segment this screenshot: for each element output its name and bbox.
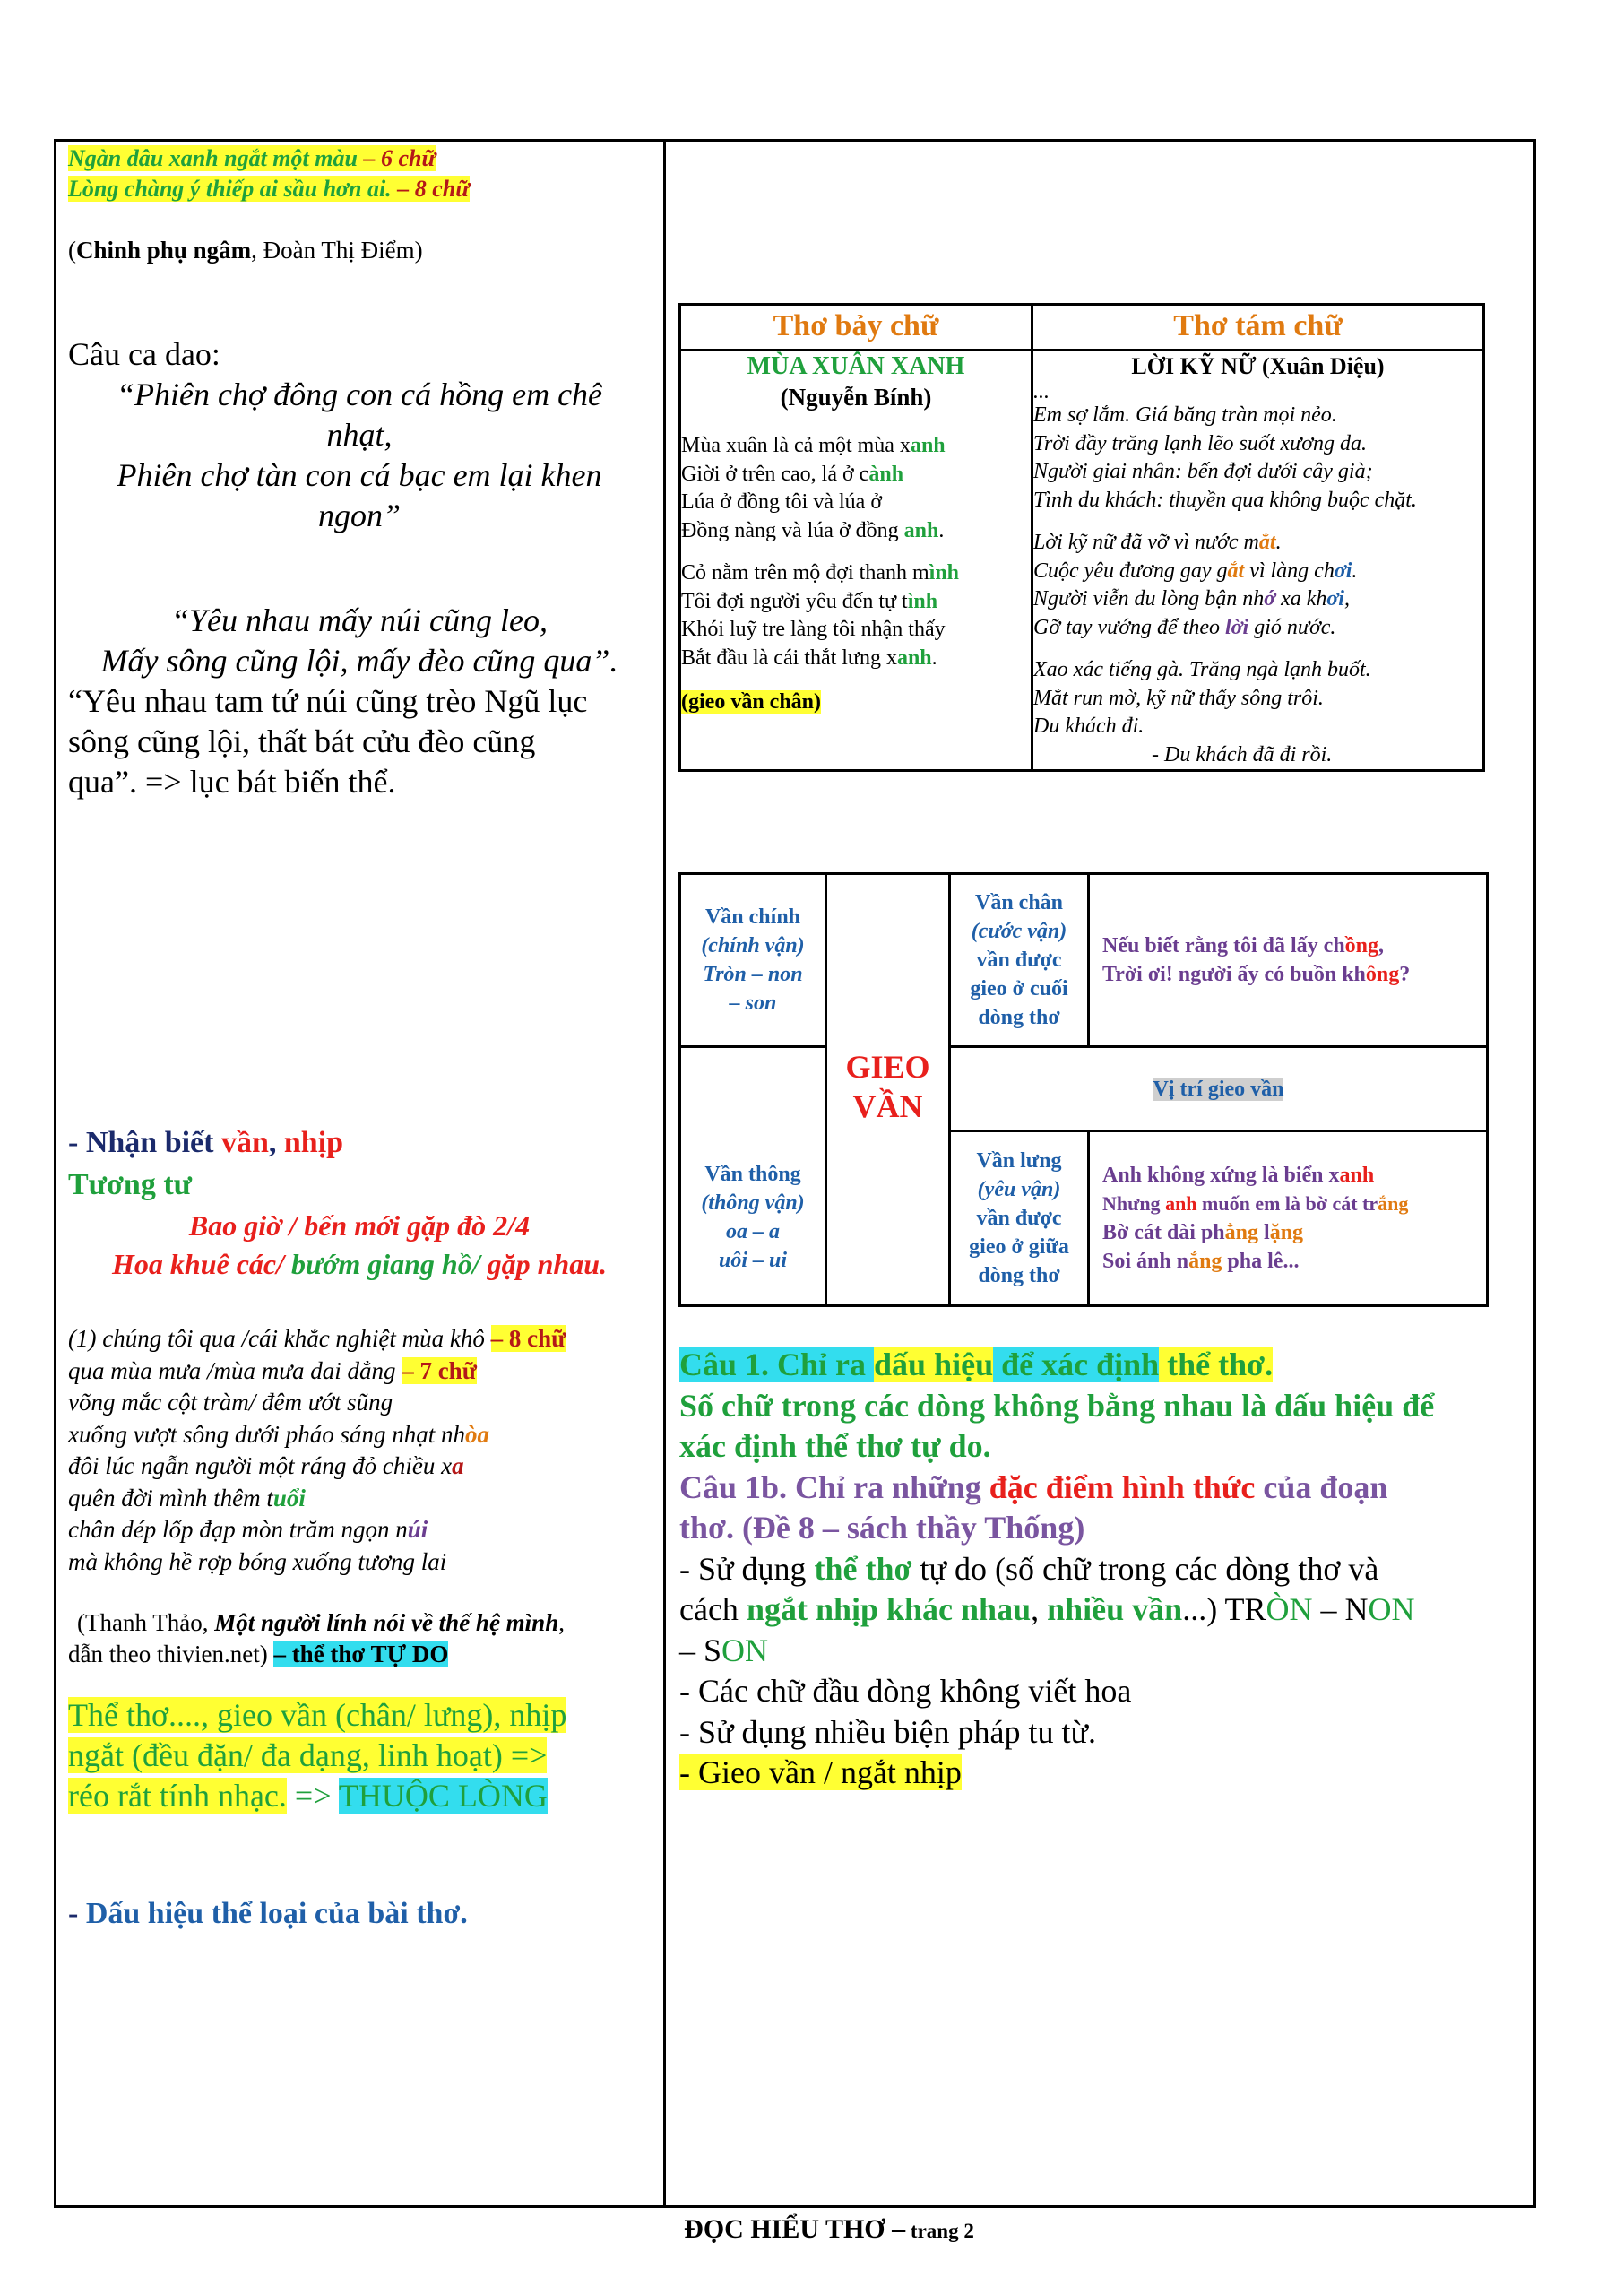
tu-do-source-1: (Thanh Thảo, Một người lính nói về thế hệ mình, bbox=[77, 1609, 565, 1636]
tuong-tu-title: Tương tư bbox=[68, 1168, 193, 1201]
page-footer: ĐỌC HIỂU THƠ – trang 2 bbox=[684, 2214, 974, 2244]
summary-box: Thể thơ...., gieo vần (chân/ lưng), nhịp ngắt (đều đặn/ đa dạng, linh hoạt) => réo rắt tính nhạc. => THUỘC LÒNG bbox=[68, 1697, 567, 1814]
tuong-tu-line-1: Bao giờ / bến mới gặp đò 2/4 bbox=[188, 1209, 531, 1242]
nhan-biet-heading: - Nhận biết vần, nhịp bbox=[68, 1126, 344, 1159]
van-chan-example: Nếu biết rằng tôi đã lấy chồng, Trời ơi! người ấy có buồn không? bbox=[1089, 874, 1488, 1047]
tuong-tu-line-2: Hoa khuê các/ bướm giang hồ/ gặp nhau. bbox=[112, 1248, 607, 1280]
ca-dao-1: “Phiên chợ đông con cá hồng em chê nhạt, Phiên chợ tàn con cá bạc em lại khen ngon” bbox=[116, 377, 603, 533]
column-divider bbox=[663, 139, 666, 2208]
ca-dao-2: “Yêu nhau mấy núi cũng leo, Mấy sông cũng lội, mấy đèo cũng qua”. bbox=[100, 602, 618, 679]
chinh-phu-line-1: Ngàn dâu xanh ngắt một màu – 6 chữ bbox=[68, 145, 436, 171]
van-lung-example: Anh không xứng là biển xanh Nhưng anh muốn em là bờ cát trắng Bờ cát dài phẳng lặng Soi ánh nắng pha lê... bbox=[1089, 1131, 1488, 1306]
poem-compare-table bbox=[678, 303, 1485, 772]
question-answer-block: Câu 1. Chỉ ra dấu hiệu để xác định thể thơ. Số chữ trong các dòng không bằng nhau là dấu hiệu để xác định thể thơ tự do. Câu 1b. Chỉ ra những đặc điểm hình thức của đoạn thơ. (Đề 8 – sách thầy Thống) - Sử dụng thể thơ tự do (số chữ trong các dòng thơ và cách ngắt nhịp khác nhau, nhiều vần...) TRÒN – NON – SON - Các chữ đầu dòng không viết hoa - Sử dụng nhiều biện pháp tu từ. - Gieo vần / ngắt nhịp bbox=[679, 1345, 1522, 1794]
poem-loi-ky-nu: LỜI KỸ NỮ (Xuân Diệu) ... Em sợ lắm. Giá băng tràn mọi nẻo. Trời đầy trăng lạnh lẽo suốt xương da. Người giai nhân: bến đợi dưới cây già; Tình du khách: thuyền qua không buộc chặt. Lời kỹ nữ đã vỡ vì nước mắt. Cuộc yêu đương gay gắt vì làng chơi. Người viễn du lòng bận nhớ xa khơi, Gỡ tay vướng để theo lời gió nước. Xao xác tiếng gà. Trăng ngà lạnh buốt. Mắt run mờ, kỹ nữ thấy sông trôi. Du khách đi. - Du khách đã đi rồi. bbox=[1032, 351, 1484, 771]
question-1: Câu 1. Chỉ ra dấu hiệu để xác định thể thơ. bbox=[679, 1347, 1274, 1382]
ca-dao-label: Câu ca dao: bbox=[68, 336, 220, 372]
poem-mua-xuan-xanh: MÙA XUÂN XANH (Nguyễn Bính) Mùa xuân là cả một mùa xanh Giời ở trên cao, lá ở cành Lúa ở đồng tôi và lúa ở Đồng nàng và lúa ở đồng anh. Cỏ nằm trên mộ đợi thanh mình Tôi đợi người yêu đến tự tình Khói luỹ tre làng tôi nhận thấy Bắt đầu là cái thắt lưng xanh. (gieo vần chân) bbox=[680, 351, 1032, 771]
empty-bottom-center bbox=[826, 1131, 950, 1306]
gieo-van-center: GIEO VẦN bbox=[826, 1047, 950, 1131]
van-chan-cell: Vần chân (cước vận) vần được gieo ở cuối dòng thơ bbox=[950, 874, 1089, 1047]
header-seven-syllable: Thơ bảy chữ bbox=[680, 305, 1032, 351]
ca-dao-3: “Yêu nhau tam tứ núi cũng trèo Ngũ lục sông cũng lội, thất bát cửu đèo cũng qua”. => lục bát biến thể. bbox=[68, 683, 588, 800]
chinh-phu-source: (Chinh phụ ngâm, Đoàn Thị Điểm) bbox=[68, 237, 423, 264]
rhyme-position-table bbox=[678, 872, 1489, 1307]
van-thong-cell: Vần thông (thông vận) oa – a uôi – ui bbox=[680, 1131, 826, 1306]
empty-mid-left bbox=[680, 1047, 826, 1131]
chinh-phu-line-2: Lòng chàng ý thiếp ai sầu hơn ai. – 8 chữ bbox=[68, 176, 470, 202]
question-1b: Câu 1b. Chỉ ra những đặc điểm hình thức của đoạn bbox=[679, 1468, 1388, 1505]
vi-tri-gieo-van-cell: Vị trí gieo vần bbox=[950, 1047, 1488, 1131]
van-chinh-cell: Vần chính (chính vận) Tròn – non – son bbox=[680, 874, 826, 1047]
empty-top-center bbox=[826, 874, 950, 1047]
tu-do-poem: (1) chúng tôi qua /cái khắc nghiệt mùa khô – 8 chữ qua mùa mưa /mùa mưa dai dẳng – 7 chữ võng mắc cột tràm/ đêm ướt sũng xuống vượt sông dưới pháo sáng nhạt nhòa đôi lúc ngẫn người một ráng đỏ chiều xa quên đời mình thêm tuổi chân dép lốp đạp mòn trăm ngọn núi mà không hề rợp bóng xuống tương lai bbox=[68, 1325, 566, 1575]
header-eight-syllable: Thơ tám chữ bbox=[1032, 305, 1484, 351]
tu-do-source-2: dẫn theo thivien.net) – thể thơ TỰ DO bbox=[68, 1641, 449, 1667]
dau-hieu-heading: - Dấu hiệu thể loại của bài thơ. bbox=[68, 1897, 468, 1930]
van-lung-cell: Vần lưng (yêu vận) vần được gieo ở giữa dòng thơ bbox=[950, 1131, 1089, 1306]
